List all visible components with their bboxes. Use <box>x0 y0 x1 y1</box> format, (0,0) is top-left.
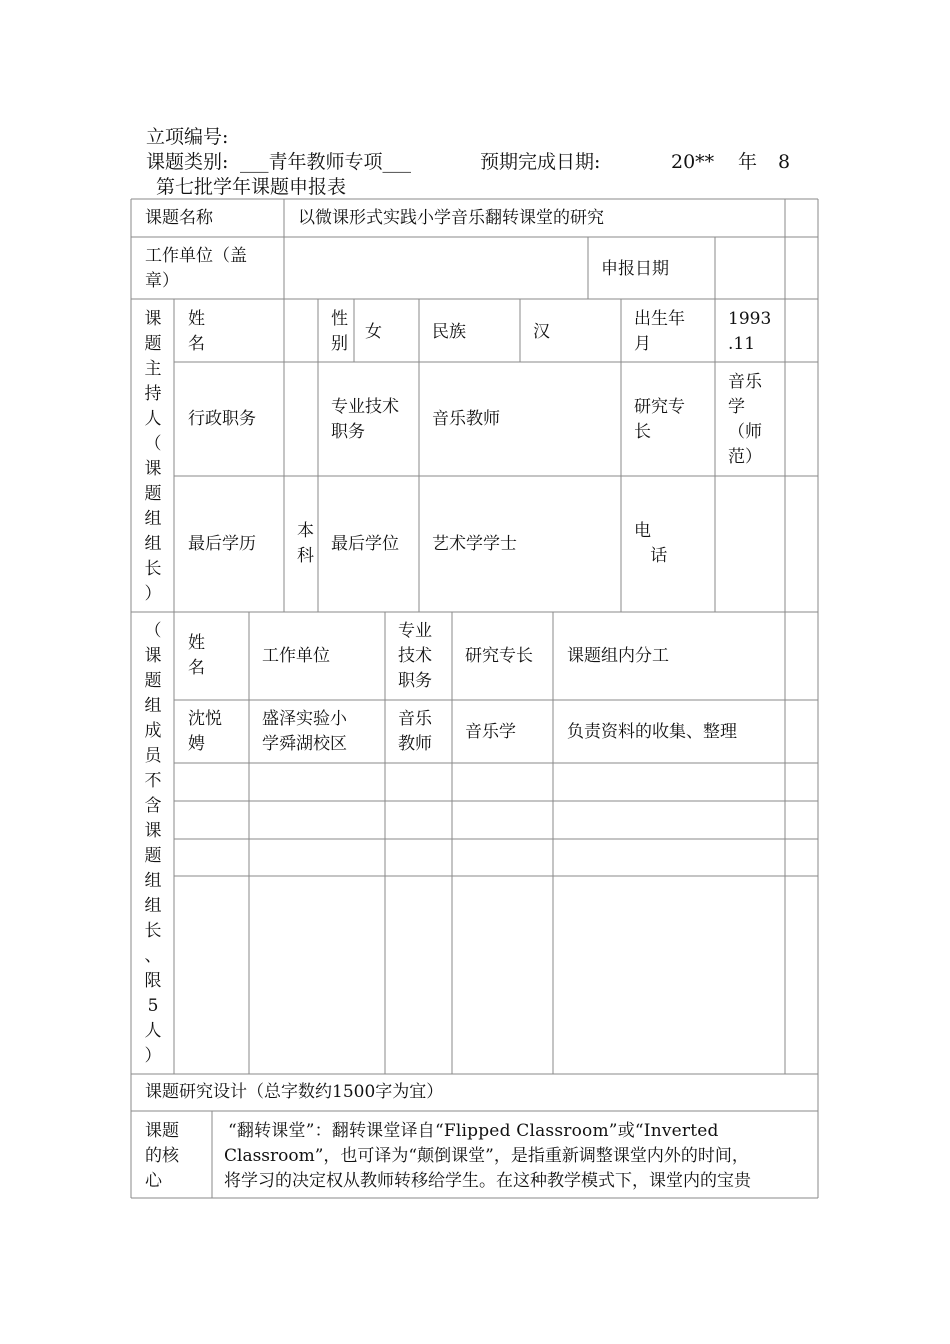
member-unit-header: 工作单位 <box>262 646 330 666</box>
member-duty-header: 课题组内分工 <box>567 646 669 666</box>
member-unit: 盛泽实验小 学舜湖校区 <box>262 709 347 754</box>
name-label: 姓 名 <box>188 309 205 354</box>
core-text-line-2: Classroom”，也可译为“颠倒课堂”，是指重新调整课堂内外的时间， <box>224 1146 749 1166</box>
member-name: 沈悦 娉 <box>188 709 222 754</box>
ethnic-value: 汉 <box>533 322 550 342</box>
member-name-header: 姓 名 <box>188 633 205 678</box>
finish-month: 8 <box>778 151 791 173</box>
work-unit-label: 工作单位（盖 章） <box>145 246 247 291</box>
year-char: 年 <box>738 151 758 173</box>
pro-title-label: 专业技术 职务 <box>331 397 399 442</box>
topic-name-value: 以微课形式实践小学音乐翻转课堂的研究 <box>298 208 604 228</box>
member-duty: 负责资料的收集、整理 <box>567 722 737 742</box>
member-research-header: 研究专长 <box>465 646 533 666</box>
pro-title-value: 音乐教师 <box>432 409 500 429</box>
admin-post-label: 行政职务 <box>188 409 256 429</box>
research-value: 音乐 学 （师 范） <box>728 372 762 467</box>
research-label: 研究专 长 <box>634 397 685 442</box>
topic-name-label: 课题名称 <box>145 208 213 228</box>
form-title: 第七批学年课题申报表 <box>156 176 347 198</box>
degree-label: 最后学位 <box>331 534 399 554</box>
education-label: 最后学历 <box>188 534 256 554</box>
ethnic-label: 民族 <box>432 322 466 342</box>
category-label: 课题类别: <box>146 151 229 173</box>
gender-value: 女 <box>365 322 382 342</box>
phone-label: 电 话 <box>634 521 668 566</box>
gender-label: 性 别 <box>331 309 348 354</box>
core-label: 课题 的核 心 <box>145 1121 179 1191</box>
member-title-header: 专业 技术 职务 <box>398 621 432 691</box>
birth-label: 出生年 月 <box>634 309 685 354</box>
member-title: 音乐 教师 <box>398 709 432 754</box>
degree-value: 艺术学学士 <box>432 534 517 554</box>
finish-year: 20** <box>671 151 715 173</box>
members-side-label: （ 课 题 组 成 员 不 含 课 题 组 组 长 、 限 5 人 ） <box>144 621 162 1066</box>
host-side-label: 课 题 主 持 人 （ 课 题 组 组 长 ） <box>144 309 162 604</box>
research-design-label: 课题研究设计（总字数约1500字为宜） <box>145 1082 444 1102</box>
category-value: ___青年教师专项___ <box>240 151 412 173</box>
birth-value: 1993 .11 <box>728 309 772 354</box>
core-text-line-1: “翻转课堂”：翻转课堂译自“Flipped Classroom”或“Inverted <box>228 1121 719 1141</box>
member-research: 音乐学 <box>465 722 516 742</box>
finish-date-label: 预期完成日期: <box>480 151 601 173</box>
project-number-label: 立项编号: <box>146 126 229 148</box>
apply-date-label: 申报日期 <box>601 259 669 279</box>
core-text-line-3: 将学习的决定权从教师转移给学生。在这种教学模式下，课堂内的宝贵 <box>224 1171 751 1191</box>
education-value: 本 科 <box>297 521 314 566</box>
